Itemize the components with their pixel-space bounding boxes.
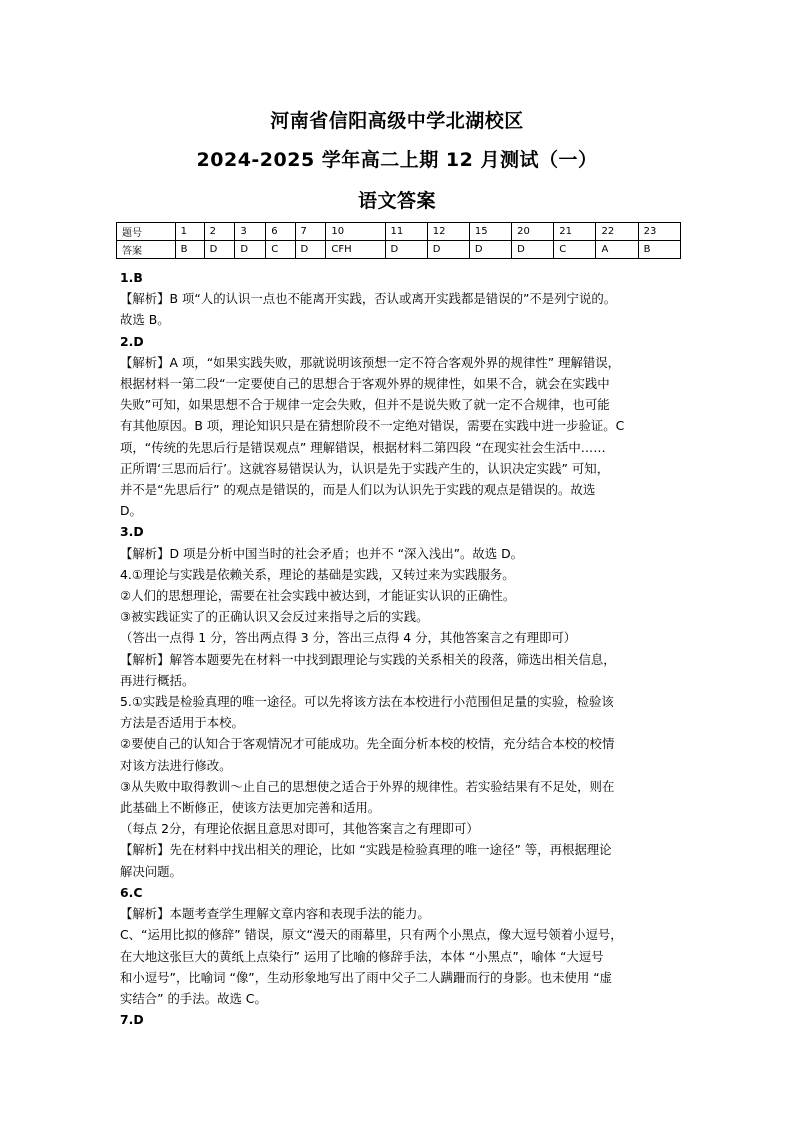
- answer-row: [117, 241, 681, 259]
- text-line: 正所谓‘三思而后行’。这就容易错误认为，认识是先于实践产生的，认识决定实践” 可知，: [120, 460, 610, 476]
- exam-title: 2024-2025 学年高二上期 12 月测试（一）: [196, 149, 598, 171]
- text-line: ③被实践证实了的正确认识又会反过来指导之后的实践。: [120, 609, 429, 625]
- answer-cell: C: [554, 241, 596, 259]
- text-line: 在大地这张巨大的黄纸上点染行” 运用了比喻的修辞手法，本体 “小黑点”，喻体 “大逗号: [120, 948, 604, 964]
- question-number-cell: 6: [266, 223, 295, 241]
- school-title: 河南省信阳高级中学北湖校区: [270, 110, 524, 132]
- text-line: 【解析】D 项是分析中国当时的社会矛盾；也并不 “深入浅出”。故选 D。: [120, 545, 524, 561]
- answer-cell: D: [427, 241, 469, 259]
- text-line: 失败”可知，如果思想不合于规律一定会失败，但并不是说失败了就一定不合规律，也可能: [120, 397, 610, 413]
- text-line: 【解析】先在材料中找出相关的理论，比如 “实践是检验真理的唯一途径” 等，再根据理论: [120, 842, 612, 858]
- text-line: 4.①理论与实践是依赖关系，理论的基础是实践，又转过来为实践服务。: [120, 566, 515, 582]
- question-number-cell: 3: [235, 223, 266, 241]
- text-line: 5.①实践是检验真理的唯一途径。可以先将该方法在本校进行小范围但足量的实验，检验该: [120, 694, 614, 710]
- question-heading: 3.D: [120, 524, 144, 540]
- text-line: ②要使自己的认知合于客观情况才可能成功。先全面分析本校的校情，充分结合本校的校情: [120, 736, 615, 752]
- text-line: 项，“传统的先思后行是错误观点” 理解错误，根据材料二第四段 “在现实社会生活中……: [120, 439, 606, 455]
- question-number-cell: 12: [427, 223, 469, 241]
- row-label-question: 题号: [117, 223, 176, 241]
- text-line: 【解析】B 项“人的认识一点也不能离开实践，否认或离开实践都是错误的”不是列宁说的。: [120, 291, 617, 307]
- question-number-cell: 2: [204, 223, 235, 241]
- answer-cell: B: [175, 241, 204, 259]
- text-line: 【解析】解答本题要先在材料一中找到跟理论与实践的关系相关的段落，筛选出相关信息，: [120, 651, 616, 667]
- answer-cell: CFH: [326, 241, 385, 259]
- text-line: 和小逗号”，比喻词 “像”，生动形象地写出了雨中父子二人蹒跚而行的身影。也未使用 “虚: [120, 969, 613, 985]
- answer-cell: D: [469, 241, 511, 259]
- question-heading: 2.D: [120, 333, 144, 349]
- question-heading: 6.C: [120, 884, 143, 900]
- text-line: 此基础上不断修正，使该方法更加完善和适用。: [120, 800, 381, 816]
- row-label-answer: 答案: [117, 241, 176, 259]
- answer-cell: D: [385, 241, 427, 259]
- text-line: 【解析】A 项，“如果实践失败，那就说明该预想一定不符合客观外界的规律性” 理解错误，: [120, 354, 621, 370]
- answer-cell: C: [266, 241, 295, 259]
- question-number-row: [117, 223, 681, 241]
- text-line: ②人们的思想理论，需要在社会实践中被达到，才能证实认识的正确性。: [120, 588, 516, 604]
- text-line: （每点 2分，有理论依据且意思对即可，其他答案言之有理即可）: [120, 821, 479, 837]
- text-line: 方法是否适用于本校。: [120, 715, 244, 731]
- question-number-cell: 11: [385, 223, 427, 241]
- question-number-cell: 20: [512, 223, 554, 241]
- question-number-cell: 23: [638, 223, 680, 241]
- answer-cell: B: [638, 241, 680, 259]
- text-line: 故选 B。: [120, 312, 170, 328]
- text-line: 根据材料一第二段“一定要使自己的思想合于客观外界的规律性，如果不合，就会在实践中: [120, 376, 610, 392]
- answer-table: [116, 222, 681, 259]
- text-line: 对该方法进行修改。: [120, 757, 232, 773]
- text-line: 【解析】本题考查学生理解文章内容和表现手法的能力。: [120, 906, 430, 922]
- answer-cell: D: [204, 241, 235, 259]
- text-line: C、“运用比拟的修辞” 错误，原文“漫天的雨幕里，只有两个小黑点，像大逗号领着小逗号，: [120, 927, 623, 943]
- answer-cell: D: [295, 241, 326, 259]
- text-line: ③从失败中取得教训～止自己的思想使之适合于外界的规律性。若实验结果有不足处，则在: [120, 778, 615, 794]
- answer-cell: D: [235, 241, 266, 259]
- text-line: 并不是“先思后行” 的观点是错误的，而是人们以为认识先于实践的观点是错误的。故选: [120, 482, 596, 498]
- question-number-cell: 21: [554, 223, 596, 241]
- text-line: 实结合” 的手法。故选 C。: [120, 990, 267, 1006]
- question-number-cell: 10: [326, 223, 385, 241]
- question-number-cell: 7: [295, 223, 326, 241]
- subject-title: 语文答案: [357, 190, 436, 212]
- question-number-cell: 15: [469, 223, 511, 241]
- answer-cell: D: [512, 241, 554, 259]
- question-heading: 1.B: [120, 270, 143, 285]
- text-line: D。: [120, 503, 142, 519]
- text-line: 有其他原因。B 项，理论知识只是在猜想阶段不一定绝对错误，需要在实践中进一步验证。C: [120, 418, 625, 434]
- text-line: 解决问题。: [120, 863, 182, 879]
- question-number-cell: 1: [175, 223, 204, 241]
- text-line: （答出一点得 1 分，答出两点得 3 分，答出三点得 4 分，其他答案言之有理即可）: [120, 630, 577, 646]
- question-heading: 7.D: [120, 1012, 144, 1028]
- answer-explanations: [120, 267, 685, 1030]
- text-line: 再进行概括。: [120, 672, 195, 688]
- answer-cell: A: [596, 241, 638, 259]
- question-number-cell: 22: [596, 223, 638, 241]
